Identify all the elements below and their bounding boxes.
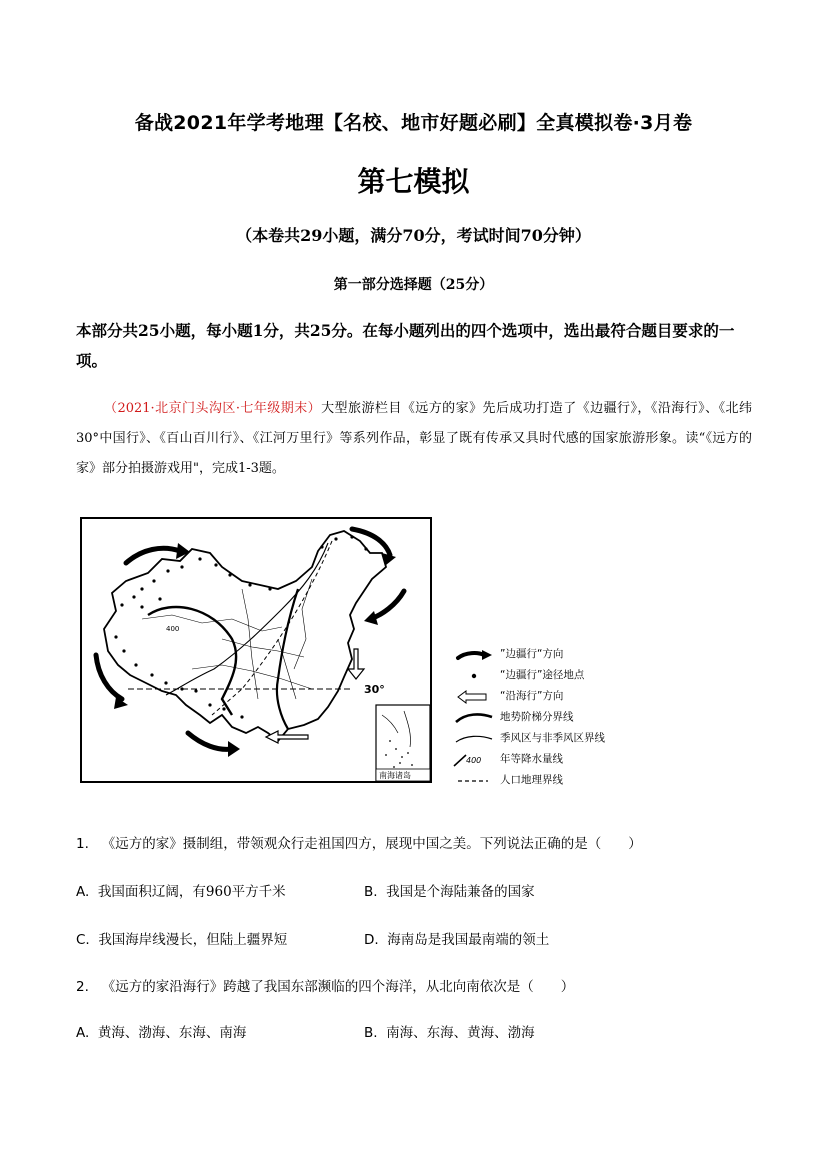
legend-item: 人口地理界线 [452, 770, 652, 791]
page-title: 第七模拟 [357, 165, 470, 198]
inset-label: 南海诸岛 [379, 771, 411, 780]
svg-text:400: 400 [466, 756, 482, 765]
instructions: 本部分共25小题，每小题1分，共25分。在每小题列出的四个选项中，选出最符合题目要求的一项。 [76, 321, 735, 370]
dot-icon [452, 667, 496, 684]
latitude-label: 30° [364, 683, 385, 696]
question-2-option-a[interactable]: A. 黄海、渤海、东海、南海 [76, 1025, 247, 1041]
question-2-option-b[interactable]: B. 南海、东海、黄海、渤海 [364, 1025, 535, 1041]
legend-item: 400 年等降水量线 [452, 749, 652, 770]
map-legend [452, 644, 652, 791]
question-2-stem: 2. 《远方的家沿海行》跨越了我国东部濒临的四个海洋，从北向南依次是（ ） [76, 979, 575, 995]
china-map [82, 519, 430, 781]
legend-item: 季风区与非季风区界线 [452, 728, 652, 749]
legend-item: ”边疆行“方向 [452, 644, 652, 665]
china-map-figure [80, 517, 432, 783]
question-source: （2021·北京门头沟区·七年级期末） [104, 401, 322, 416]
question-1-option-b[interactable]: B. 我国是个海陆兼备的国家 [364, 884, 535, 900]
dashed-line-icon [452, 772, 496, 789]
exam-series-title: 备战2021年学考地理【名校、地市好题必刷】全真模拟卷·3月卷 [134, 112, 693, 134]
question-1-option-d[interactable]: D. 海南岛是我国最南端的领土 [364, 932, 550, 948]
legend-item: “沿海行”方向 [452, 686, 652, 707]
south-china-sea-inset [376, 705, 430, 781]
legend-item: 地势阶梯分界线 [452, 707, 652, 728]
intro-paragraph [76, 394, 752, 484]
question-1-stem: 1. 《远方的家》摄制组，带领观众行走祖国四方，展现中国之美。下列说法正确的是（ ） [76, 836, 642, 852]
isohyet-label: 400 [166, 625, 180, 633]
china-outline [104, 531, 386, 741]
question-1-option-c[interactable]: C. 我国海岸线漫长，但陆上疆界短 [76, 932, 288, 948]
section-title: 第一部分选择题（25分） [333, 277, 494, 293]
question-1-option-a[interactable]: A. 我国面积辽阔，有960平方千米 [76, 884, 286, 900]
intro-text: 大型旅游栏目《远方的家》先后成功打造了《边疆行》，《沿海行》、《北纬30°中国行》、《百山百川行》、《江河万里行》等系列作品，彰显了既有传承又具时代感的国家旅游形象。读“《远方的家》部分拍摄游戏用"，完成1-3题。 [76, 401, 752, 476]
isohyet-icon [452, 751, 496, 768]
legend-item: “边疆行”途径地点 [452, 665, 652, 686]
thick-line-icon [452, 709, 496, 726]
thin-line-icon [452, 730, 496, 747]
exam-info: （本卷共29小题，满分70分，考试时间70分钟） [236, 226, 591, 245]
hollow-arrow-icon [452, 688, 496, 705]
thick-arrow-icon [452, 646, 496, 663]
